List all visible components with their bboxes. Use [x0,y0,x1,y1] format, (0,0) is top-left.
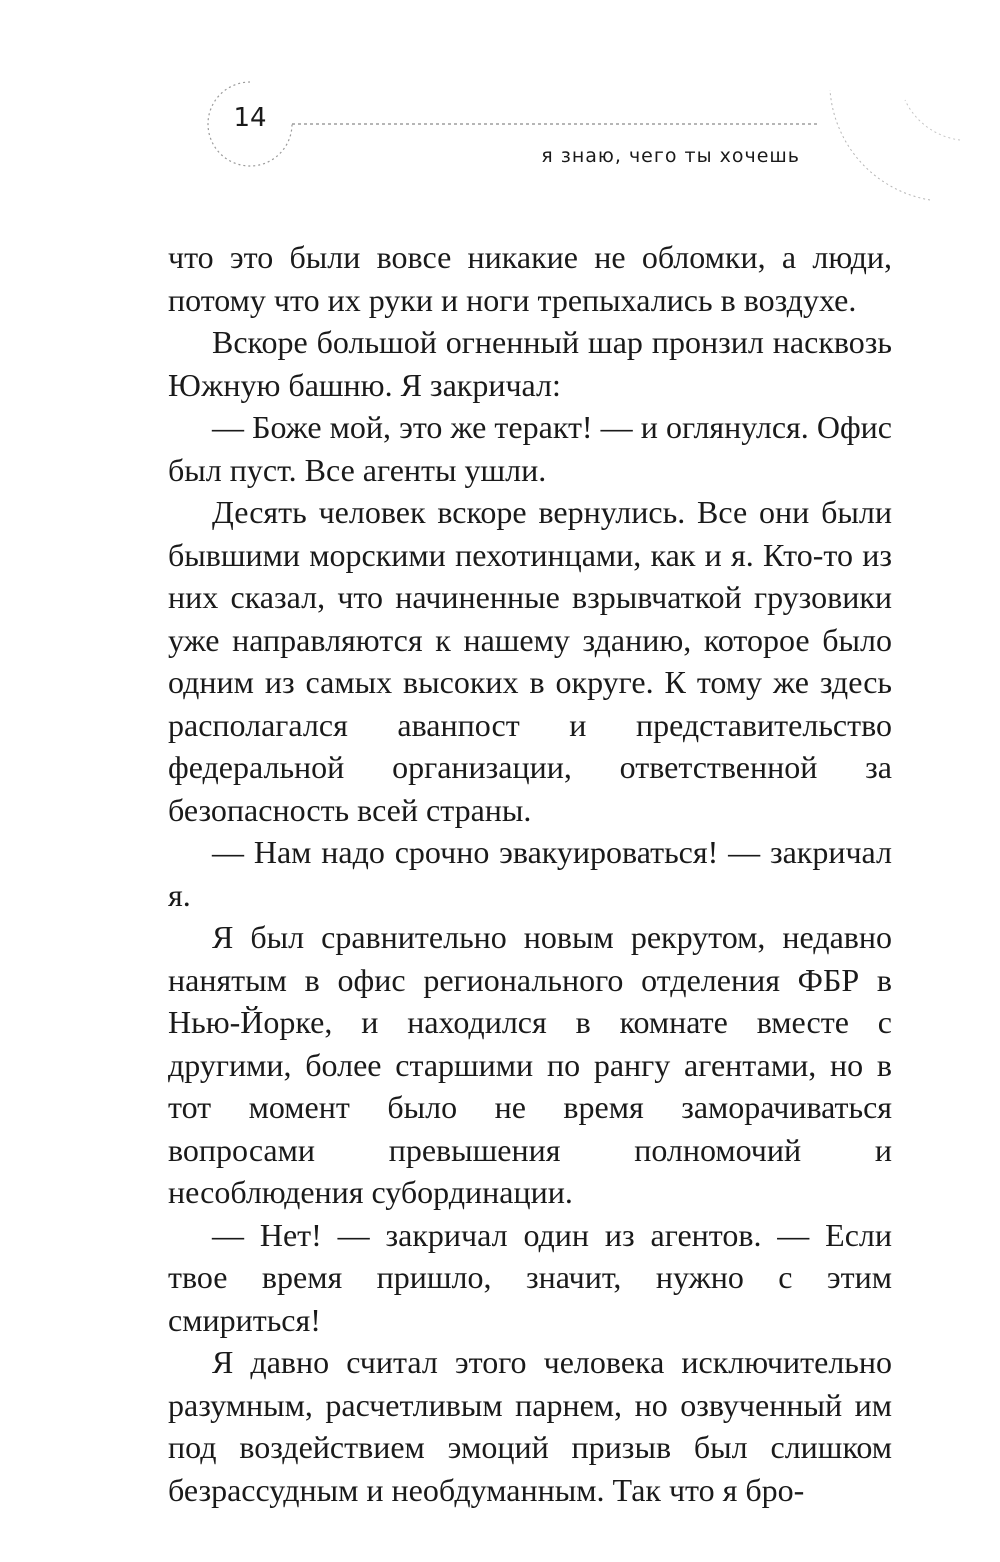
paragraph: Вскоре большой огненный шар пронзил насквозь Южную башню. Я закричал: [168,324,892,403]
decorative-arc-inner [905,100,960,140]
body-text [168,236,892,1511]
page-number: 14 [233,103,267,133]
decorative-arc [830,90,930,200]
running-title: я знаю, чего ты хочешь [541,145,800,167]
page-header [0,0,1000,230]
paragraph: что это были вовсе никакие не обломки, а люди, потому что их руки и ноги трепыхались в воздухе. [168,239,892,318]
paragraph: — Нам надо срочно эвакуироваться! — закричал я. [168,834,892,913]
paragraph: — Боже мой, это же теракт! — и оглянулся. Офис был пуст. Все агенты ушли. [168,409,892,488]
paragraph: Десять человек вскоре вернулись. Все они были бывшими морскими пехотинцами, как и я. Кто-то из них сказал, что начиненные взрывчаткой грузовики уже направляются к нашему зданию, которое было одним из самых высоких в округе. К тому же здесь располагался аванпост и представительство федеральной организации, ответственной за безопасность всей страны. [168,494,892,828]
header-ornament [0,0,1000,230]
paragraph: — Нет! — закричал один из агентов. — Если твое время пришло, значит, нужно с этим смириться! [168,1216,892,1338]
paragraph: Я давно считал этого человека исключительно разумным, расчетливым парнем, но озвученный им под воздействием эмоций призыв был слишком безрассудным и необдуманным. Так что я бро- [168,1344,892,1508]
paragraph: Я был сравнительно новым рекрутом, недавно нанятым в офис регионального отделения ФБР в Нью-Йорке, и находился в комнате вместе с другими, более старшими по рангу агентами, но в тот момент было не время заморачиваться вопросами превышения полномочий и несоблюдения субординации. [168,919,892,1210]
